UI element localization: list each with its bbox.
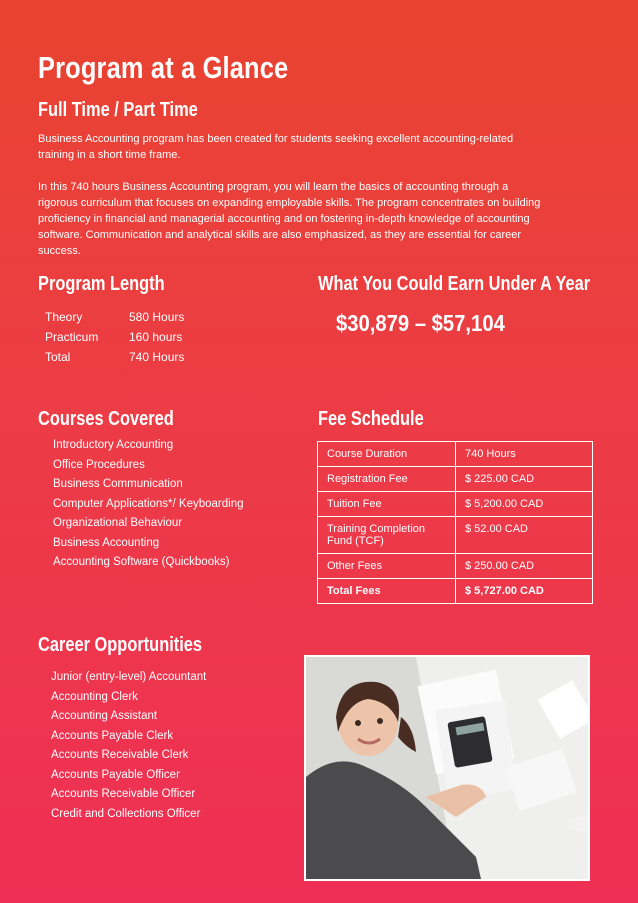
- fee-value: 740 Hours: [456, 442, 593, 467]
- intro-line: In this 740 hours Business Accounting program, you will learn the basics of accounting through a: [38, 181, 509, 193]
- career-item: Accounts Payable Officer: [51, 768, 180, 781]
- fee-label: Tuition Fee: [318, 492, 456, 517]
- career-item: Accounting Clerk: [51, 690, 138, 703]
- earnings-heading: What You Could Earn Under A Year: [318, 273, 591, 295]
- courses-list: [53, 436, 244, 573]
- course-item: Computer Applications*/ Keyboarding: [53, 497, 244, 510]
- career-item: Junior (entry-level) Accountant: [51, 671, 207, 683]
- length-label: Theory: [45, 310, 83, 324]
- program-length-heading: Program Length: [38, 273, 165, 295]
- length-label: Total: [45, 350, 71, 364]
- length-row: [45, 327, 184, 347]
- fee-row: [318, 492, 593, 517]
- course-item: Office Procedures: [53, 458, 145, 471]
- fee-label-line: Fund (TCF): [327, 535, 384, 547]
- fee-value: $ 225.00 CAD: [456, 467, 593, 492]
- fee-row: [318, 442, 593, 467]
- intro-line: proficiency in financial and managerial accounting and on fostering in-depth knowledge of accounting: [38, 213, 530, 225]
- fee-label: Registration Fee: [318, 467, 456, 492]
- courses-heading: Courses Covered: [38, 408, 174, 430]
- course-item: Introductory Accounting: [53, 439, 174, 451]
- fee-value: $ 5,727.00 CAD: [456, 579, 593, 604]
- office-illustration: [306, 657, 588, 879]
- intro-line: Business Accounting program has been created for students seeking excellent accounting-related: [38, 133, 514, 145]
- fee-schedule-heading: Fee Schedule: [318, 408, 424, 430]
- salary-range: $30,879 – $57,104: [336, 310, 505, 336]
- fee-value: $ 250.00 CAD: [456, 554, 593, 579]
- length-row: [45, 307, 184, 327]
- fee-value: $ 5,200.00 CAD: [456, 492, 593, 517]
- fee-total-row: [318, 579, 593, 604]
- career-item: Accounts Receivable Officer: [51, 788, 196, 800]
- intro-text: [38, 131, 598, 259]
- course-item: Accounting Software (Quickbooks): [53, 556, 230, 568]
- fee-row: [318, 517, 593, 554]
- fee-label: Total Fees: [318, 579, 456, 604]
- page-title: Program at a Glance: [38, 50, 289, 85]
- fee-table: [317, 441, 593, 604]
- fee-label: [318, 517, 456, 554]
- fee-label: Course Duration: [318, 442, 456, 467]
- program-length-list: [45, 307, 184, 367]
- careers-list: [51, 668, 206, 824]
- career-item: Accounting Assistant: [51, 710, 158, 722]
- fee-row: [318, 467, 593, 492]
- intro-line: training in a short time frame.: [38, 149, 181, 161]
- fee-label-line: Training Completion: [327, 523, 426, 535]
- length-label: Practicum: [45, 330, 99, 344]
- intro-line: success.: [38, 245, 81, 257]
- career-item: Accounts Payable Clerk: [51, 729, 174, 742]
- schedule-heading: Full Time / Part Time: [38, 99, 198, 121]
- course-item: Organizational Behaviour: [53, 517, 183, 529]
- length-value: 580 Hours: [129, 310, 185, 324]
- course-item: Business Accounting: [53, 536, 160, 549]
- fee-row: [318, 554, 593, 579]
- length-row: [45, 347, 184, 367]
- fee-value: $ 52.00 CAD: [456, 517, 593, 554]
- careers-heading: Career Opportunities: [38, 634, 203, 656]
- intro-line: software. Communication and analytical skills are also emphasized, as they are essential for career: [38, 229, 522, 241]
- photo-woman-at-desk: [304, 655, 590, 881]
- length-value: 740 Hours: [129, 350, 185, 364]
- fee-label: Other Fees: [318, 554, 456, 579]
- career-item: Credit and Collections Officer: [51, 807, 201, 820]
- length-value: 160 hours: [129, 330, 183, 344]
- course-item: Business Communication: [53, 478, 183, 490]
- career-item: Accounts Receivable Clerk: [51, 749, 189, 761]
- intro-line: rigorous curriculum that focuses on expanding employable skills. The program concentrates on building: [38, 197, 541, 209]
